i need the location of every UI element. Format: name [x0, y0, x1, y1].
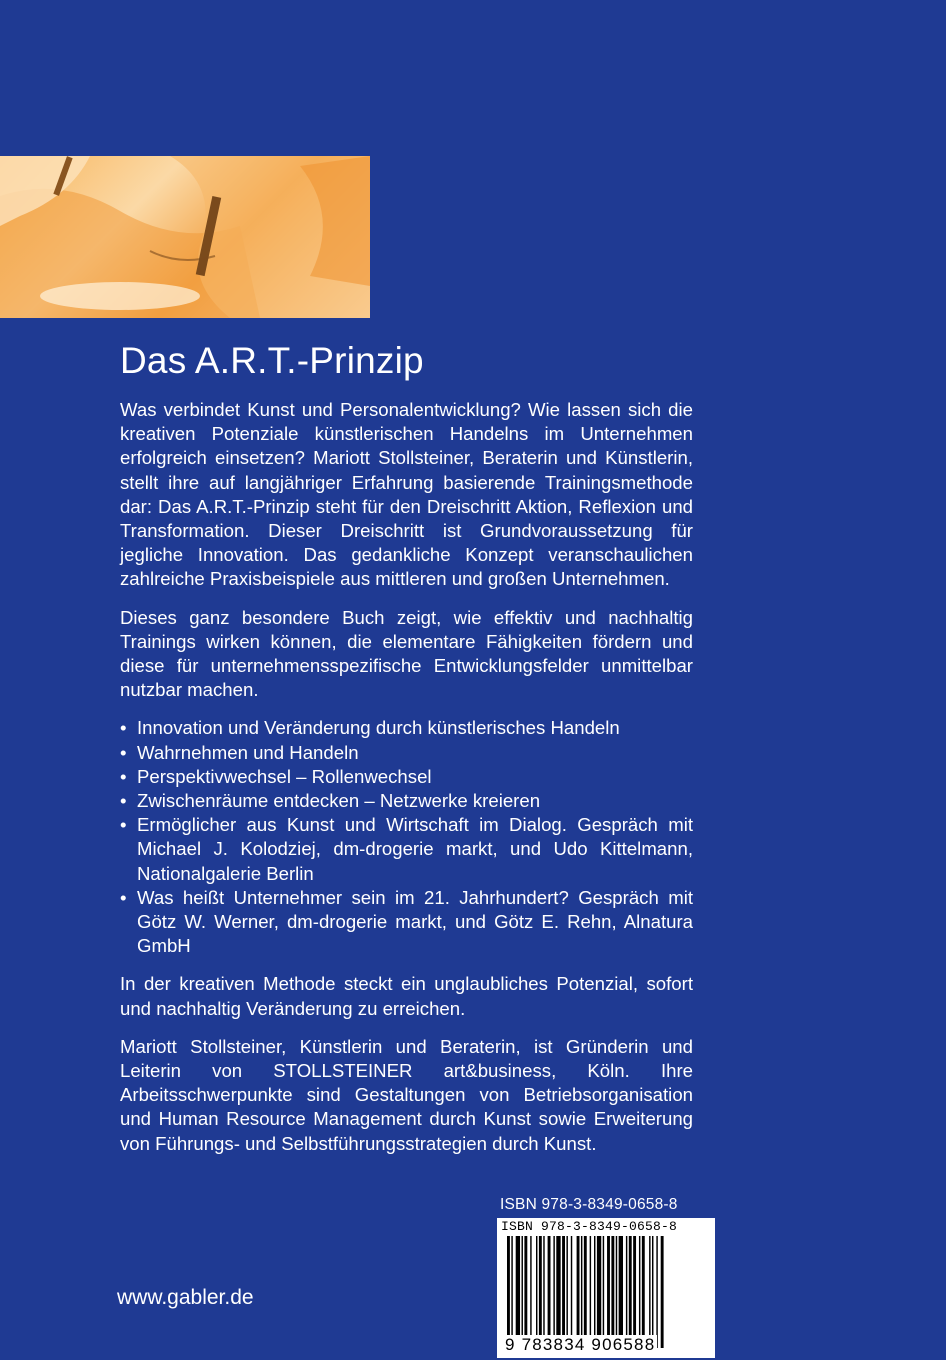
- list-item: • Wahrnehmen und Handeln: [120, 741, 693, 765]
- list-item: • Was heißt Unternehmer sein im 21. Jahrhundert? Gespräch mit Götz W. Werner, dm-drogerie markt, und Götz E. Rehn, Alnatura GmbH: [120, 886, 693, 959]
- second-paragraph: Dieses ganz besondere Buch zeigt, wie effektiv und nachhaltig Trainings wirken können, die elementare Fähigkeiten fördern und diese für unternehmensspezifische Entwicklungsfelder unmittelbar nutzbar machen.: [120, 606, 693, 701]
- list-item: • Innovation und Veränderung durch künstlerisches Handeln: [120, 716, 693, 740]
- publisher-website-link[interactable]: www.gabler.de: [117, 1286, 254, 1309]
- list-item: • Perspektivwechsel – Rollenwechsel: [120, 765, 693, 789]
- cover-photo-illustration: [0, 156, 370, 318]
- barcode-isbn-text: ISBN 978-3-8349-0658-8: [501, 1219, 678, 1234]
- list-item: • Ermöglicher aus Kunst und Wirtschaft im Dialog. Gespräch mit Michael J. Kolodziej, dm-drogerie markt, und Udo Kittelmann, Nationalgalerie Berlin: [120, 813, 693, 886]
- isbn-label: ISBN 978-3-8349-0658-8: [500, 1196, 678, 1213]
- isbn-block: [497, 1196, 715, 1358]
- back-cover-text: [120, 398, 693, 1170]
- barcode-digits: 9 783834 906588: [505, 1335, 656, 1354]
- barcode-bars: [507, 1236, 705, 1348]
- author-bio: Mariott Stollsteiner, Künstlerin und Beraterin, ist Gründerin und Leiterin von STOLLSTEINER art&business, Köln. Ihre Arbeitsschwerpunkte sind Gestaltungen von Betriebsorganisation und Human Resource Management durch Kunst sowie Erweiterung von Führungs- und Selbstführungsstrategien durch Kunst.: [120, 1035, 693, 1154]
- book-title: Das A.R.T.-Prinzip: [120, 340, 424, 381]
- intro-paragraph: Was verbindet Kunst und Personalentwicklung? Wie lassen sich die kreativen Potenziale künstlerischen Handelns im Unternehmen erfolgreich einsetzen? Mariott Stollsteiner, Beraterin und Künstlerin, stellt ihre auf langjähriger Erfahrung basierende Trainingsmethode dar: Das A.R.T.-Prinzip steht für den Dreischritt Aktion, Reflexion und Transformation. Dieser Dreischritt ist Grundvoraussetzung für jegliche Innovation. Das gedankliche Konzept veranschaulichen zahlreiche Praxisbeispiele aus mittleren und großen Unternehmen.: [120, 399, 693, 590]
- list-item: • Zwischenräume entdecken – Netzwerke kreieren: [120, 789, 693, 813]
- closing-paragraph: In der kreativen Methode steckt ein unglaubliches Potenzial, sofort und nachhaltig Veränderung zu erreichen.: [120, 973, 693, 1019]
- feature-list: [120, 716, 693, 958]
- barcode: [497, 1218, 715, 1358]
- cover-photo: [0, 156, 370, 318]
